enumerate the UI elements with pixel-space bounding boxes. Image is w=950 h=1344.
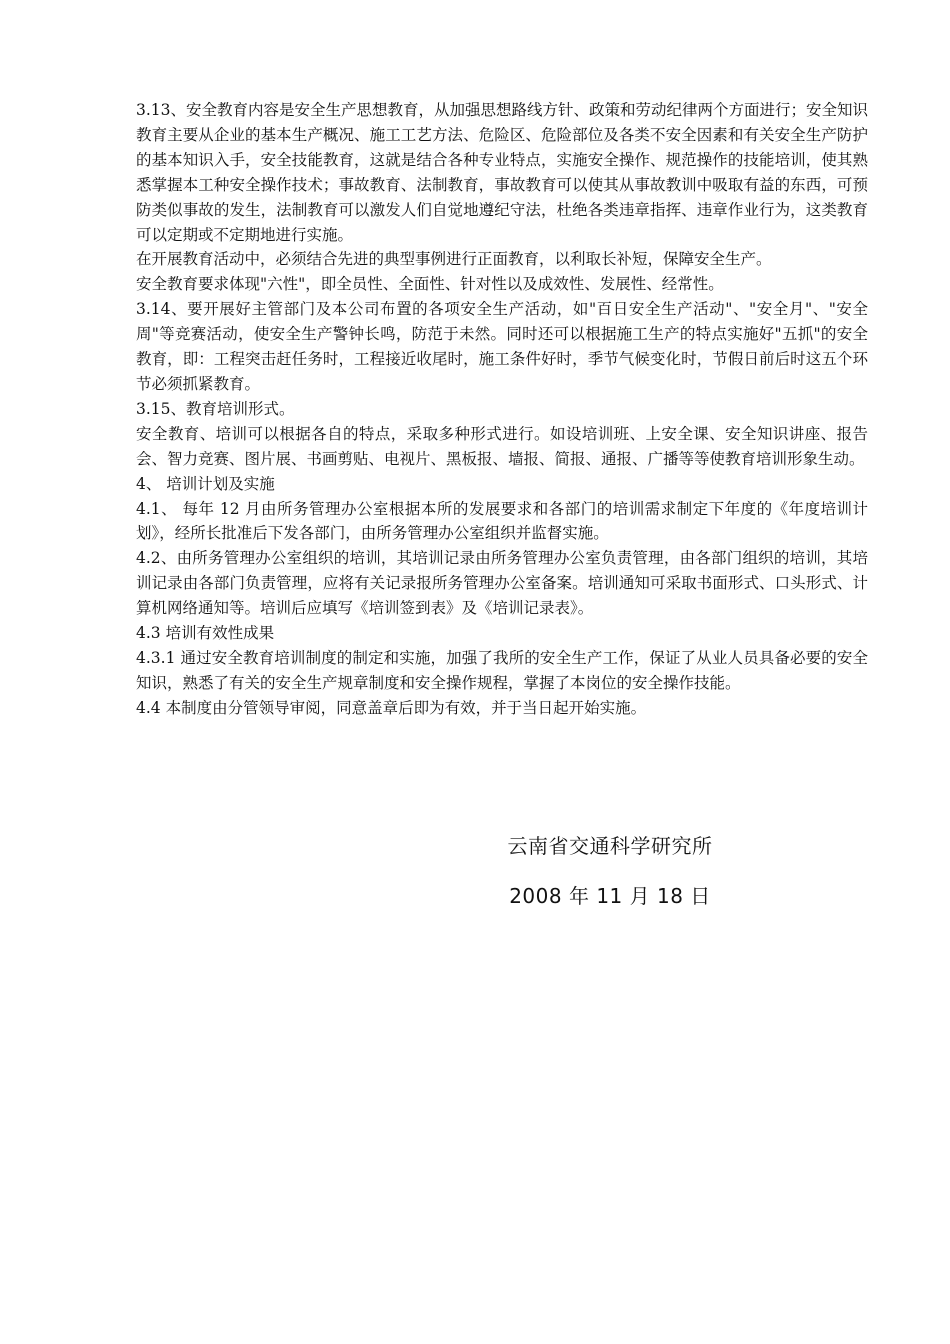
section-4-3-heading: 4.3 培训有效性成果 [136, 624, 275, 643]
section-4-heading: 4、 培训计划及实施 [136, 474, 275, 493]
paragraph-4-1: 4.1、 每年 12 月由所务管理办公室根据本所的发展要求和各部门的培训需求制定下年度的《年度培训计划》，经所长批准后下发各部门，由所务管理办公室组织并监督实施。 [136, 499, 868, 543]
paragraph-3-15-heading: 3.15、教育培训形式。 [136, 399, 295, 418]
paragraph-4-3-1: 4.3.1 通过安全教育培训制度的制定和实施，加强了我所的安全生产工作，保证了从业人员具备必要的安全知识，熟悉了有关的安全生产规章制度和安全操作规程，掌握了本岗位的安全操作技能。 [136, 648, 868, 692]
paragraph-training-forms: 安全教育、培训可以根据各自的特点，采取多种形式进行。如设培训班、上安全课、安全知识讲座、报告会、智力竞赛、图片展、书画剪贴、电视片、黑板报、墙报、简报、通报、广播等等使教育培训形象生动。 [136, 424, 868, 468]
paragraph-positive-education: 在开展教育活动中，必须结合先进的典型事例进行正面教育，以利取长补短，保障安全生产。 [136, 250, 772, 269]
paragraph-3-14: 3.14、要开展好主管部门及本公司布置的各项安全生产活动，如"百日安全生产活动"、"安全月"、"安全周"等竞赛活动，使安全生产警钟长鸣，防范于未然。同时还可以根据施工生产的特点实施好"五抓"的安全教育，即：工程突击赶任务时，工程接近收尾时，施工条件好时，季节气候变化时，节假日前后时这五个环节必须抓紧教育。 [136, 300, 868, 393]
signature-organization: 云南省交通科学研究所 [507, 834, 713, 858]
paragraph-4-4: 4.4 本制度由分管领导审阅，同意盖章后即为有效，并于当日起开始实施。 [136, 698, 647, 717]
signature-date: 2008 年 11 月 18 日 [509, 884, 711, 908]
paragraph-4-2: 4.2、由所务管理办公室组织的培训，其培训记录由所务管理办公室负责管理，由各部门组织的培训，其培训记录由各部门负责管理，应将有关记录报所务管理办公室备案。培训通知可采取书面形式、口头形式、计算机网络通知等。培训后应填写《培训签到表》及《培训记录表》。 [136, 549, 868, 618]
document-body [136, 98, 868, 721]
paragraph-six-characteristics: 安全教育要求体现"六性"，即全员性、全面性、针对性以及成效性、发展性、经常性。 [136, 275, 724, 294]
paragraph-3-13: 3.13、安全教育内容是安全生产思想教育，从加强思想路线方针、政策和劳动纪律两个方面进行；安全知识教育主要从企业的基本生产概况、施工工艺方法、危险区、危险部位及各类不安全因素和有关安全生产防护的基本知识入手，安全技能教育，这就是结合各种专业特点，实施安全操作、规范操作的技能培训，使其熟悉掌握本工种安全操作技术；事故教育、法制教育，事故教育可以使其从事故教训中吸取有益的东西，可预防类似事故的发生，法制教育可以激发人们自觉地遵纪守法，杜绝各类违章指挥、违章作业行为，这类教育可以定期或不定期地进行实施。 [136, 101, 869, 244]
